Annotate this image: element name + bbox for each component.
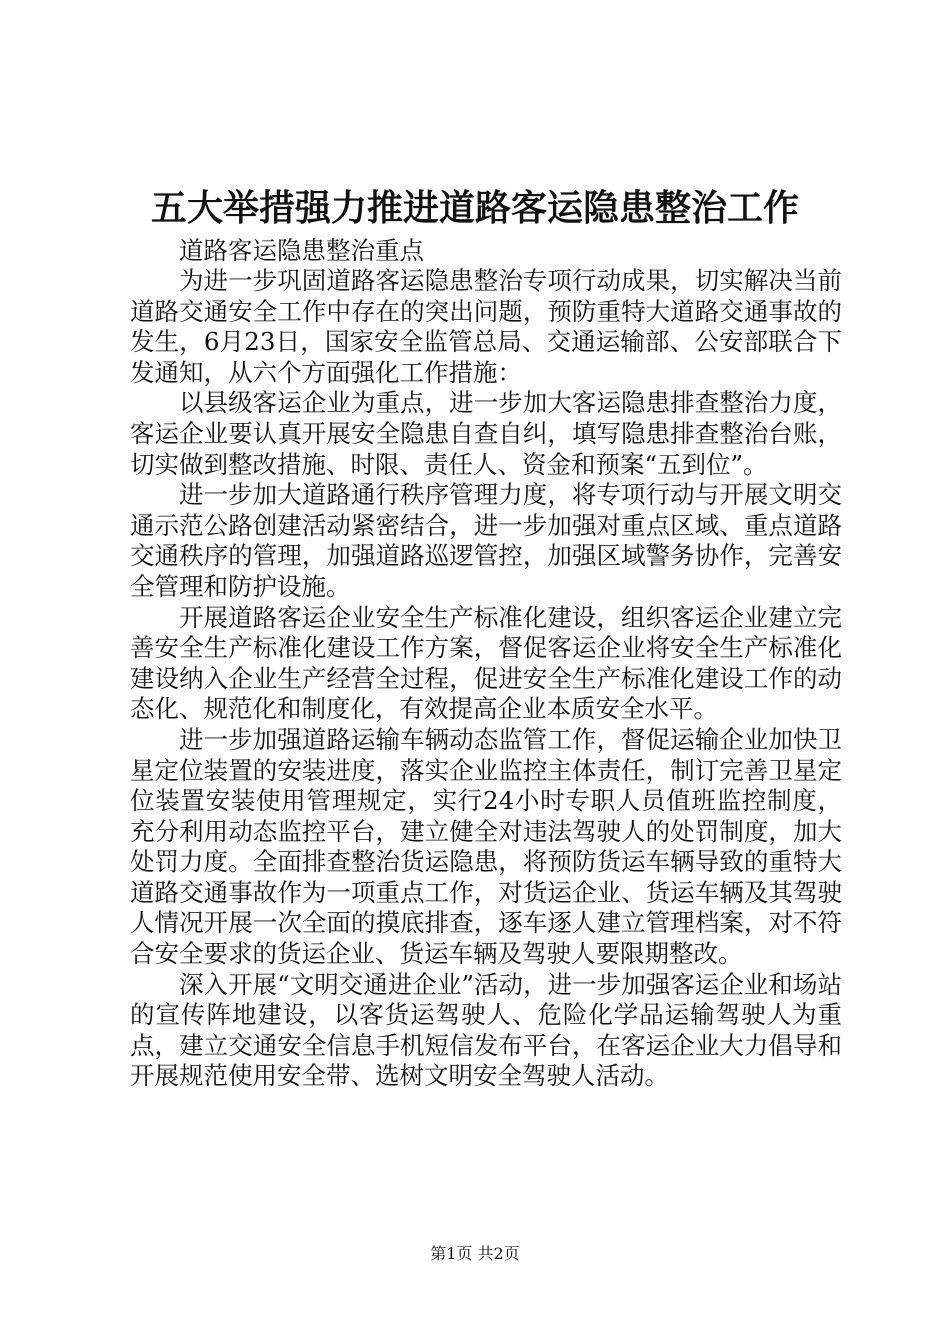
paragraph-measure-5: 深入开展“文明交通进企业”活动，进一步加强客运企业和场站的宣传阵地建设，以客货运驾驶人、危险化学品运输驾驶人为重点，建立交通安全信息手机短信发布平台，在客运企业大力倡导和开展规范使用安全带、选树文明安全驾驶人活动。: [130, 969, 842, 1091]
paragraph-intro: 为进一步巩固道路客运隐患整治专项行动成果，切实解决当前道路交通安全工作中存在的突出问题，预防重特大道路交通事故的发生，6月23日，国家安全监管总局、交通运输部、公安部联合下发通知，从六个方面强化工作措施：: [130, 266, 842, 387]
document-title: 五大举措强力推进道路客运隐患整治工作: [150, 187, 799, 229]
paragraph-measure-2: 进一步加大道路通行秩序管理力度，将专项行动与开展文明交通示范公路创建活动紧密结合，进一步加强对重点区域、重点道路交通秩序的管理，加强道路巡逻管控，加强区域警务协作，完善安全管理和防护设施。: [130, 480, 842, 601]
document-body: [130, 236, 842, 1092]
paragraph-measure-3: 开展道路客运企业安全生产标准化建设，组织客运企业建立完善安全生产标准化建设工作方案，督促客运企业将安全生产标准化建设纳入企业生产经营全过程，促进安全生产标准化建设工作的动态化、规范化和制度化，有效提高企业本质安全水平。: [130, 602, 842, 724]
page-footer: 第1页 共2页: [430, 1244, 520, 1263]
paragraph-measure-4: 进一步加强道路运输车辆动态监管工作，督促运输企业加快卫星定位装置的安装进度，落实企业监控主体责任，制订完善卫星定位装置安装使用管理规定，实行24小时专职人员值班监控制度，充分利用动态监控平台，建立健全对违法驾驶人的处罚制度，加大处罚力度。全面排查整治货运隐患，将预防货运车辆导致的重特大道路交通事故作为一项重点工作，对货运企业、货运车辆及其驾驶人情况开展一次全面的摸底排查，逐车逐人建立管理档案，对不符合安全要求的货运企业、货运车辆及驾驶人要限期整改。: [130, 724, 842, 969]
section-subheading: 道路客运隐患整治重点: [179, 236, 424, 265]
paragraph-measure-1: 以县级客运企业为重点，进一步加大客运隐患排查整治力度，客运企业要认真开展安全隐患自查自纠，填写隐患排查整治台账，切实做到整改措施、时限、责任人、资金和预案“五到位”。: [130, 388, 842, 479]
